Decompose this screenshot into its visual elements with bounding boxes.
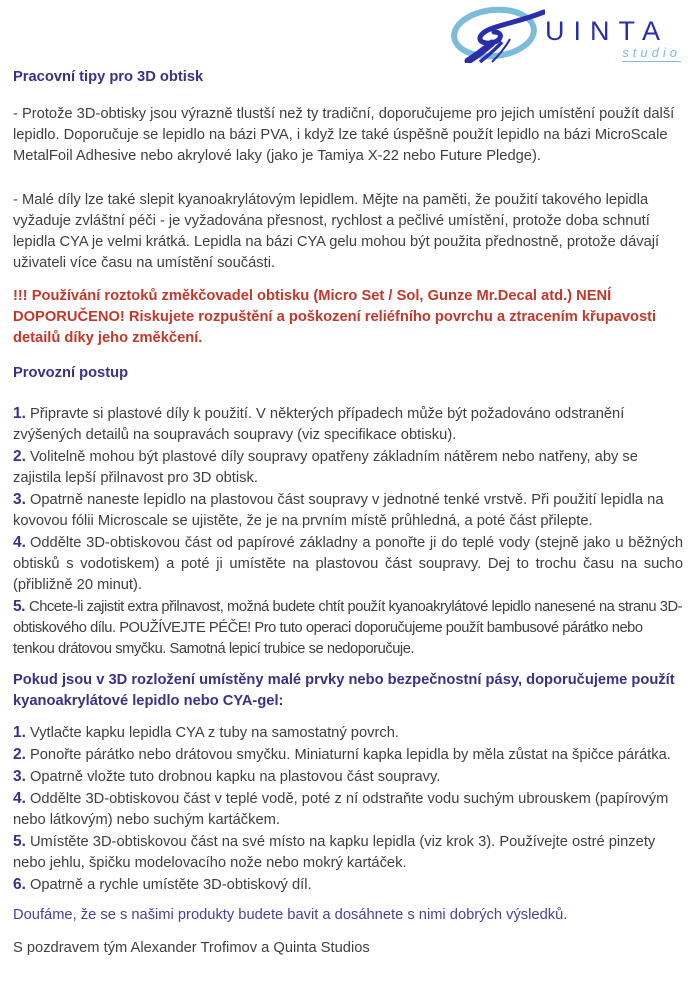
step-text: Vytlačte kapku lepidla CYA z tuby na samostatný povrch. <box>29 725 399 741</box>
step-item <box>13 831 683 874</box>
step-text: Umístěte 3D-obtiskovou část na své místo na kapku lepidla (viz krok 3). Používejte ostré pinzety nebo jehlu, špičku modelovacího nože nebo mokrý kartáček. <box>13 834 656 871</box>
step-number: 3. <box>13 491 26 508</box>
subheading-small-parts-cya: Pokud jsou v 3D rozložení umístěny malé prvky nebo bezpečnostní pásy, doporučujeme použít kyanoakrylátové lepidlo nebo CYA-gel: <box>13 672 675 709</box>
step-item <box>13 532 683 596</box>
step-text: Opatrně a rychle umístěte 3D-obtiskový díl. <box>29 877 312 893</box>
logo-row <box>13 5 683 63</box>
step-text: Oddělte 3D-obtiskovou část v teplé vodě, poté z ní odstraňte vodu suchým ubrouskem (papírovým nebo látkovým) nebo suchým kartáčkem. <box>13 791 669 828</box>
logo-subtitle: studio <box>622 45 681 60</box>
step-number: 1. <box>13 724 26 741</box>
procedure-steps-list <box>13 403 683 660</box>
step-text: Opatrně vložte tuto drobnou kapku na plastovou část soupravy. <box>29 769 441 785</box>
section-title-procedure: Provozní postup <box>13 365 129 381</box>
step-item <box>13 722 683 744</box>
step-number: 5. <box>13 833 26 850</box>
step-item <box>13 446 683 489</box>
step-number: 3. <box>13 768 26 785</box>
step-number: 1. <box>13 405 26 422</box>
step-text: Volitelně mohou být plastové díly soupravy opatřeny základním nátěrem nebo natřeny, aby se zajistila lepší přilnavost pro 3D obtisk. <box>13 449 638 486</box>
step-item <box>13 403 683 446</box>
signature-line: S pozdravem tým Alexander Trofimov a Quinta Studios <box>13 940 370 956</box>
step-text: Ponořte párátko nebo drátovou smyčku. Miniaturní kapka lepidla by měla zůstat na špičce párátka. <box>29 747 671 763</box>
step-number: 6. <box>13 876 26 893</box>
step-number: 2. <box>13 746 26 763</box>
step-item <box>13 788 683 831</box>
quinta-studio-logo <box>447 5 683 63</box>
step-number: 4. <box>13 534 26 551</box>
cya-steps-list <box>13 722 683 896</box>
step-item <box>13 874 683 896</box>
step-text: Oddělte 3D-obtiskovou část od papírové základny a ponořte ji do teplé vody (stejně jako u běžných obtisků s vodotiskem) a poté ji umístěte na plastovou část soupravy. Dej to trochu času na sucho (přibližně 20 minut). <box>13 535 683 593</box>
step-item <box>13 489 683 532</box>
step-item <box>13 596 683 660</box>
step-number: 4. <box>13 790 26 807</box>
step-text: Připravte si plastové díly k použití. V některých případech může být požadováno odstranění zvýšených detailů na soupravách soupravy (viz specifikace obtisku). <box>13 406 625 443</box>
section-title-working-tips: Pracovní tipy pro 3D obtisk <box>13 69 204 85</box>
paragraph-glue-advice: - Protože 3D-obtisky jsou výrazně tlustší než ty tradiční, doporučujeme pro jejich umístění použít další lepidlo. Doporučuje se lepidlo na bázi PVA, i když lze také úspěšně použít lepidlo na bázi MicroScale MetalFoil Adhesive nebo akrylové laky (jako je Tamiya X-22 nebo Future Pledge). <box>13 106 675 164</box>
quinta-q-swirl-icon <box>447 5 545 63</box>
paragraph-cya-advice: - Malé díly lze také slepit kyanoakrylátovým lepidlem. Mějte na paměti, že použití takového lepidla vyžaduje zvláštní péči - je vyžadována přesnost, rychlost a pečlivé umístění, protože doba schnutí lepidla CYA je velmi krátká. Lepidla na bázi CYA gelu mohou být použita přednostně, protože dávají uživateli více času na umístění součásti. <box>13 192 660 271</box>
step-number: 5. <box>13 598 26 615</box>
step-text: Chcete-li zajistit extra přilnavost, možná budete chtít použít kyanoakrylátové lepidlo nanesené na stranu 3D-obtiskového dílu. POUŽÍVEJTE PÉČE! Pro tuto operaci doporučujeme použít bambusové párátko nebo tenkou drátovou smyčku. Samotná lepicí trubice se nedoporučuje. <box>13 599 683 657</box>
logo-wordmark: UINTA <box>545 16 669 46</box>
step-item <box>13 766 683 788</box>
closing-wish-line: Doufáme, že se s našimi produkty budete bavit a dosáhnete s nimi dobrých výsledků. <box>13 907 568 923</box>
warning-softener-solutions: !!! Používání roztoků změkčovadel obtisku (Micro Set / Sol, Gunze Mr.Decal atd.) NENÍ DOPORUČENO! Riskujete rozpuštění a poškození reliéfního povrchu a ztracením křupavosti detailů díky jeho změkčení. <box>13 288 657 346</box>
step-number: 2. <box>13 448 26 465</box>
step-text: Opatrně naneste lepidlo na plastovou část soupravy v jednotné tenké vrstvě. Při použití lepidla na kovovou fólii Microscale se ujistěte, že je na prvním místě průhledná, a poté část přilepte. <box>13 492 664 529</box>
step-item <box>13 744 683 766</box>
